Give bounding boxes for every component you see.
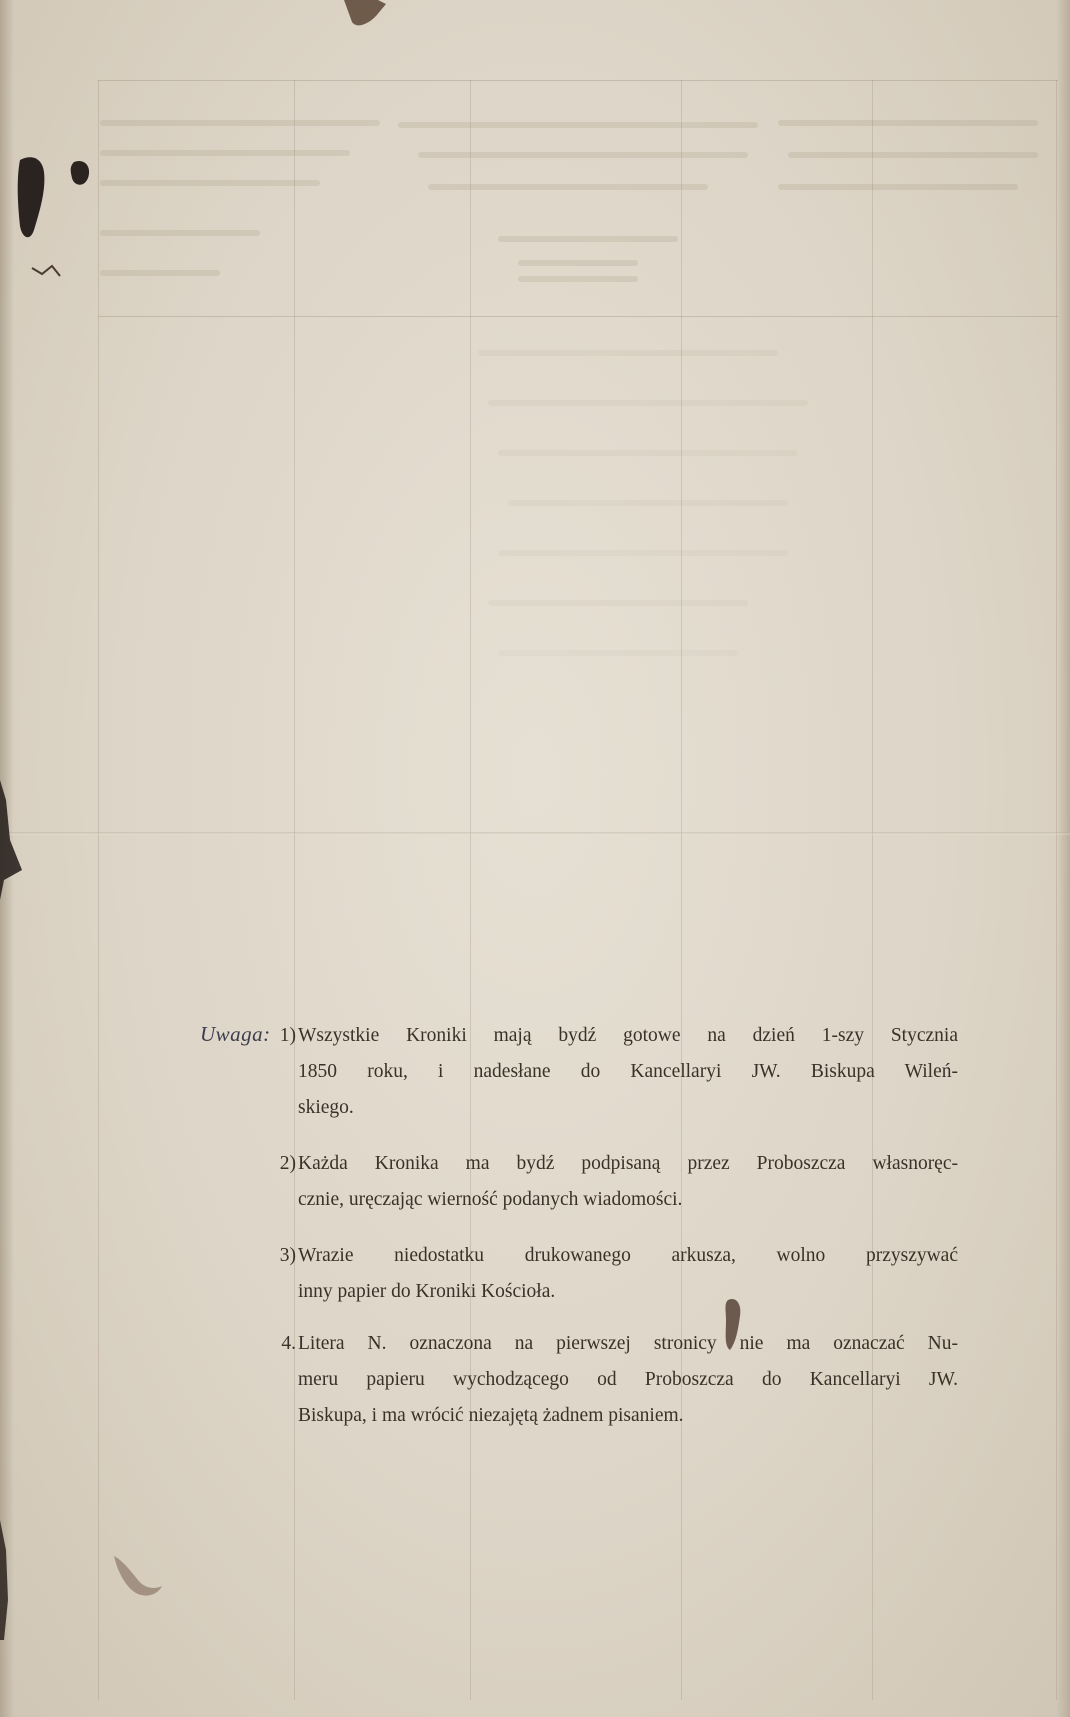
note-number: 4. bbox=[281, 1333, 296, 1354]
note-number: 2) bbox=[279, 1153, 296, 1174]
note-number: 1) bbox=[279, 1025, 296, 1046]
note-line: cznie, uręczając wierność podanych wiadomości. bbox=[298, 1189, 683, 1210]
note-4 bbox=[281, 1326, 958, 1434]
note-line: Litera N. oznaczona na pierwszej stronicy nie ma oznaczać Nu- bbox=[298, 1333, 958, 1354]
note-line: skiego. bbox=[298, 1097, 354, 1118]
note-line: meru papieru wychodzącego od Proboszcza do Kancellaryi JW. bbox=[298, 1369, 958, 1390]
left-edge-tear bbox=[0, 780, 30, 900]
note-line: Każda Kronika ma bydź podpisaną przez Proboszcza własnoręc- bbox=[298, 1153, 958, 1174]
notes-label: Uwaga: bbox=[200, 1022, 271, 1046]
note-line: 1850 roku, i nadesłane do Kancellaryi JW. Biskupa Wileń- bbox=[298, 1061, 958, 1082]
note-2 bbox=[279, 1146, 958, 1218]
note-number: 3) bbox=[279, 1245, 296, 1266]
paper-edge-right bbox=[1056, 0, 1070, 1717]
note-1 bbox=[279, 1018, 958, 1126]
left-edge-tear-lower bbox=[0, 1520, 14, 1640]
show-through-table bbox=[98, 80, 1058, 1700]
ink-stain-top-center bbox=[340, 0, 390, 30]
fold-line bbox=[0, 832, 1070, 835]
note-line: inny papier do Kroniki Kościoła. bbox=[298, 1281, 556, 1302]
note-line: Wszystkie Kroniki mają bydź gotowe na dzień 1-szy Stycznia bbox=[298, 1025, 958, 1046]
note-3 bbox=[279, 1238, 958, 1310]
note-line: Wrazie niedostatku drukowanego arkusza, wolno przyszywać bbox=[298, 1245, 958, 1266]
ink-stain-top-left bbox=[12, 150, 102, 290]
smudge-lower-left bbox=[108, 1550, 168, 1600]
note-line: Biskupa, i ma wrócić niezajętą żadnem pisaniem. bbox=[298, 1405, 684, 1426]
